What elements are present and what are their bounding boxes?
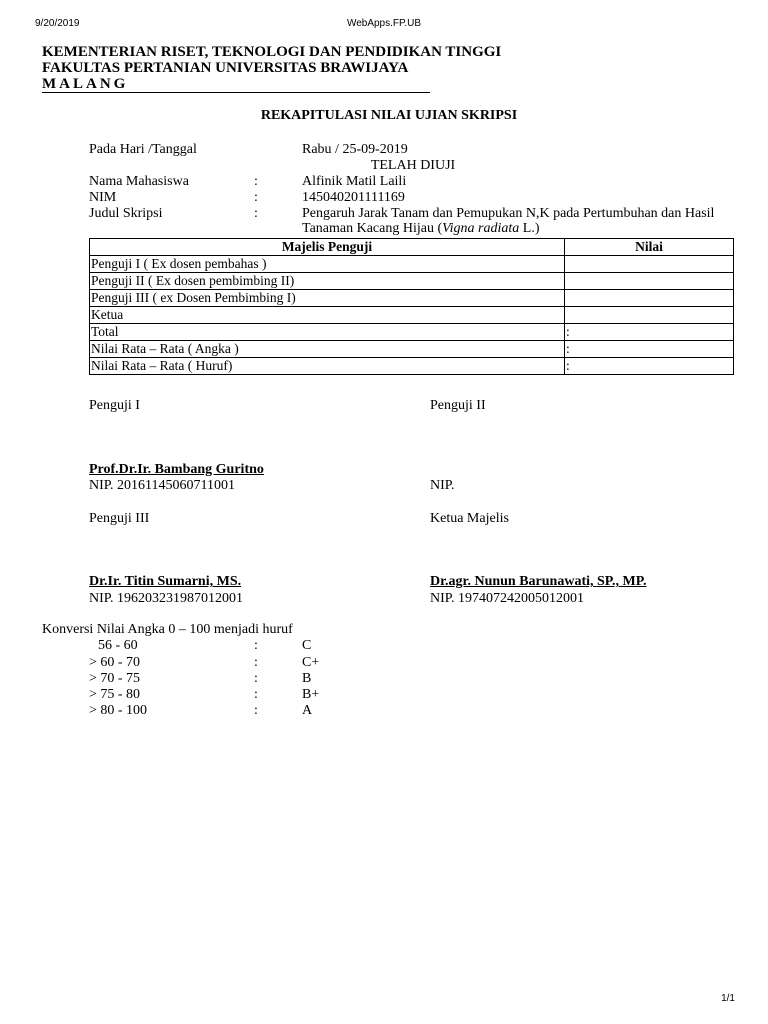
nim-label: NIM [89, 190, 117, 205]
document-title: REKAPITULASI NILAI UJIAN SKRIPSI [260, 108, 518, 123]
conversion-range: 56 - 60 [98, 638, 138, 653]
conversion-range: > 80 - 100 [89, 703, 148, 718]
table-row [90, 307, 734, 324]
grade-table-header [90, 239, 734, 256]
exam-status: TELAH DIUJI [370, 158, 456, 173]
conversion-colon: : [254, 638, 258, 653]
faculty-name: FAKULTAS PERTANIAN UNIVERSITAS BRAWIJAYA [42, 60, 409, 76]
conversion-title: Konversi Nilai Angka 0 – 100 menjadi huruf [42, 622, 293, 637]
conversion-colon: : [254, 703, 258, 718]
nim-colon: : [254, 190, 258, 205]
conversion-grade: C+ [302, 655, 320, 670]
table-row [90, 273, 734, 290]
table-row [90, 358, 734, 375]
grade-table [89, 238, 734, 375]
conversion-colon: : [254, 671, 258, 686]
conversion-colon: : [254, 655, 258, 670]
examiner1-name: Prof.Dr.Ir. Bambang Guritno [89, 462, 264, 477]
row-label: Penguji III ( ex Dosen Pembimbing I) [90, 290, 565, 307]
conversion-grade: A [302, 703, 313, 718]
examiner2-role: Penguji II [430, 398, 486, 413]
row-score [565, 256, 734, 273]
page-count: 1/1 [721, 993, 735, 1004]
table-row [90, 290, 734, 307]
row-label: Penguji II ( Ex dosen pembimbing II) [90, 273, 565, 290]
conversion-grade: B [302, 671, 312, 686]
thesis-title-line2 [302, 221, 539, 237]
student-name-colon: : [254, 174, 258, 189]
examiner1-role: Penguji I [89, 398, 140, 413]
chair-name: Dr.agr. Nunun Barunawati, SP., MP. [430, 574, 647, 589]
examiner3-name: Dr.Ir. Titin Sumarni, MS. [89, 574, 242, 589]
student-name-value: Alfinik Matil Laili [302, 174, 407, 189]
conversion-grade: B+ [302, 687, 320, 702]
header-divider [42, 92, 430, 93]
nim-value: 145040201111169 [302, 190, 405, 205]
examiner3-nip: NIP. 196203231987012001 [89, 591, 244, 606]
score-column-header: Nilai [565, 239, 734, 256]
examiner1-nip: NIP. 20161145060711001 [89, 478, 235, 493]
row-label: Total [90, 324, 565, 341]
ministry-name: KEMENTERIAN RISET, TEKNOLOGI DAN PENDIDIKAN TINGGI [42, 44, 502, 60]
row-score [565, 273, 734, 290]
conversion-grade: C [302, 638, 312, 653]
conversion-range: > 70 - 75 [89, 671, 141, 686]
conversion-colon: : [254, 687, 258, 702]
print-date: 9/20/2019 [35, 18, 80, 29]
print-site-name: WebApps.FP.UB [346, 18, 422, 29]
chair-role: Ketua Majelis [430, 511, 509, 526]
row-label: Nilai Rata – Rata ( Huruf) [90, 358, 565, 375]
row-score [565, 290, 734, 307]
conversion-range: > 60 - 70 [89, 655, 141, 670]
thesis-title-line2-start: Tanaman Kacang Hijau ( [302, 221, 443, 236]
table-row [90, 256, 734, 273]
row-label: Ketua [90, 307, 565, 324]
thesis-title-colon: : [254, 206, 258, 221]
thesis-species-name: Vigna radiata [442, 221, 520, 236]
student-name-label: Nama Mahasiswa [89, 174, 189, 189]
thesis-title-line2-end: L.) [519, 221, 540, 236]
row-score: : [565, 341, 734, 358]
row-score: : [565, 358, 734, 375]
day-date-value: Rabu / 25-09-2019 [302, 142, 408, 157]
examiner3-role: Penguji III [89, 511, 150, 526]
day-date-label: Pada Hari /Tanggal [89, 142, 197, 157]
chair-nip: NIP. 197407242005012001 [430, 591, 585, 606]
panel-column-header: Majelis Penguji [90, 239, 565, 256]
thesis-title-line1: Pengaruh Jarak Tanam dan Pemupukan N,K pada Pertumbuhan dan Hasil [302, 206, 715, 221]
thesis-title-label: Judul Skripsi [89, 206, 163, 221]
city-name: MALANG [42, 76, 129, 92]
row-label: Nilai Rata – Rata ( Angka ) [90, 341, 565, 358]
row-score [565, 307, 734, 324]
table-row [90, 341, 734, 358]
row-score: : [565, 324, 734, 341]
conversion-range: > 75 - 80 [89, 687, 141, 702]
examiner2-nip: NIP. [430, 478, 455, 493]
table-row [90, 324, 734, 341]
row-label: Penguji I ( Ex dosen pembahas ) [90, 256, 565, 273]
